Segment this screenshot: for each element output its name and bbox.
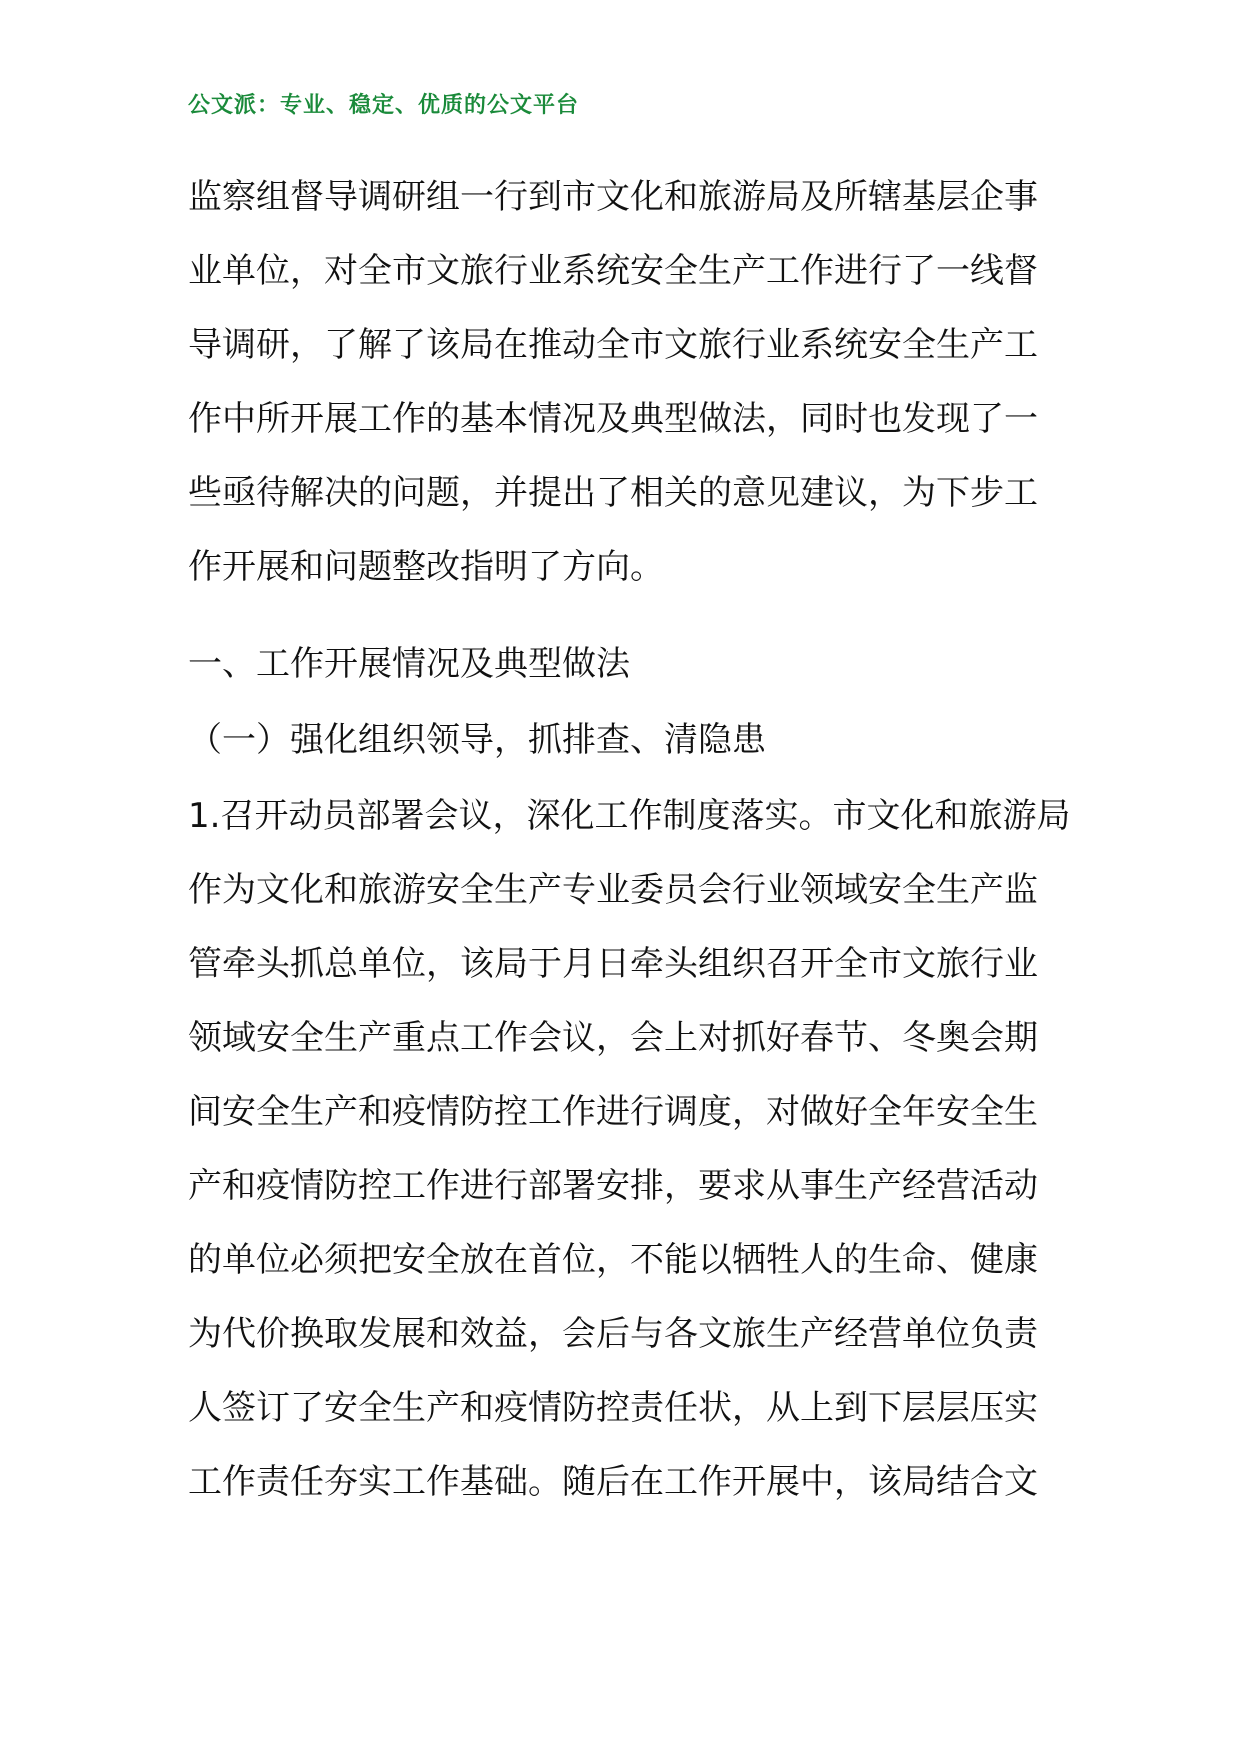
- text-line: 领域安全生产重点工作会议，会上对抓好春节、冬奥会期: [188, 1018, 1038, 1058]
- text-line: 作开展和问题整改指明了方向。: [188, 547, 664, 587]
- section-heading: [188, 627, 1058, 701]
- text-line: 监察组督导调研组一行到市文化和旅游局及所辖基层企事: [188, 177, 1038, 217]
- document-page: [188, 0, 1071, 1754]
- item1-paragraph: [188, 779, 1071, 1519]
- intro-paragraph: [188, 160, 1058, 604]
- text-line: 管牵头抓总单位，该局于月日牵头组织召开全市文旅行业: [188, 944, 1038, 984]
- brand-header: 公文派：专业、稳定、优质的公文平台: [188, 92, 580, 118]
- text-line: 作中所开展工作的基本情况及典型做法，同时也发现了一: [188, 399, 1038, 439]
- text-line: 1.召开动员部署会议，深化工作制度落实。市文化和旅游局: [188, 796, 1071, 836]
- text-line: 工作责任夯实工作基础。随后在工作开展中，该局结合文: [188, 1462, 1038, 1502]
- text-line: 产和疫情防控工作进行部署安排，要求从事生产经营活动: [188, 1166, 1038, 1206]
- section-heading-text: 一、工作开展情况及典型做法: [188, 644, 630, 684]
- text-line: 业单位，对全市文旅行业系统安全生产工作进行了一线督: [188, 251, 1038, 291]
- text-line: 人签订了安全生产和疫情防控责任状，从上到下层层压实: [188, 1388, 1038, 1428]
- text-line: 的单位必须把安全放在首位，不能以牺牲人的生命、健康: [188, 1240, 1038, 1280]
- text-line: 些亟待解决的问题，并提出了相关的意见建议，为下步工: [188, 473, 1038, 513]
- text-line: 为代价换取发展和效益，会后与各文旅生产经营单位负责: [188, 1314, 1038, 1354]
- text-line: 作为文化和旅游安全生产专业委员会行业领域安全生产监: [188, 870, 1038, 910]
- text-line: 导调研，了解了该局在推动全市文旅行业系统安全生产工: [188, 325, 1038, 365]
- subsection-heading-text: （一）强化组织领导，抓排查、清隐患: [188, 720, 766, 760]
- text-line: 间安全生产和疫情防控工作进行调度，对做好全年安全生: [188, 1092, 1038, 1132]
- subsection-heading: [188, 703, 1058, 777]
